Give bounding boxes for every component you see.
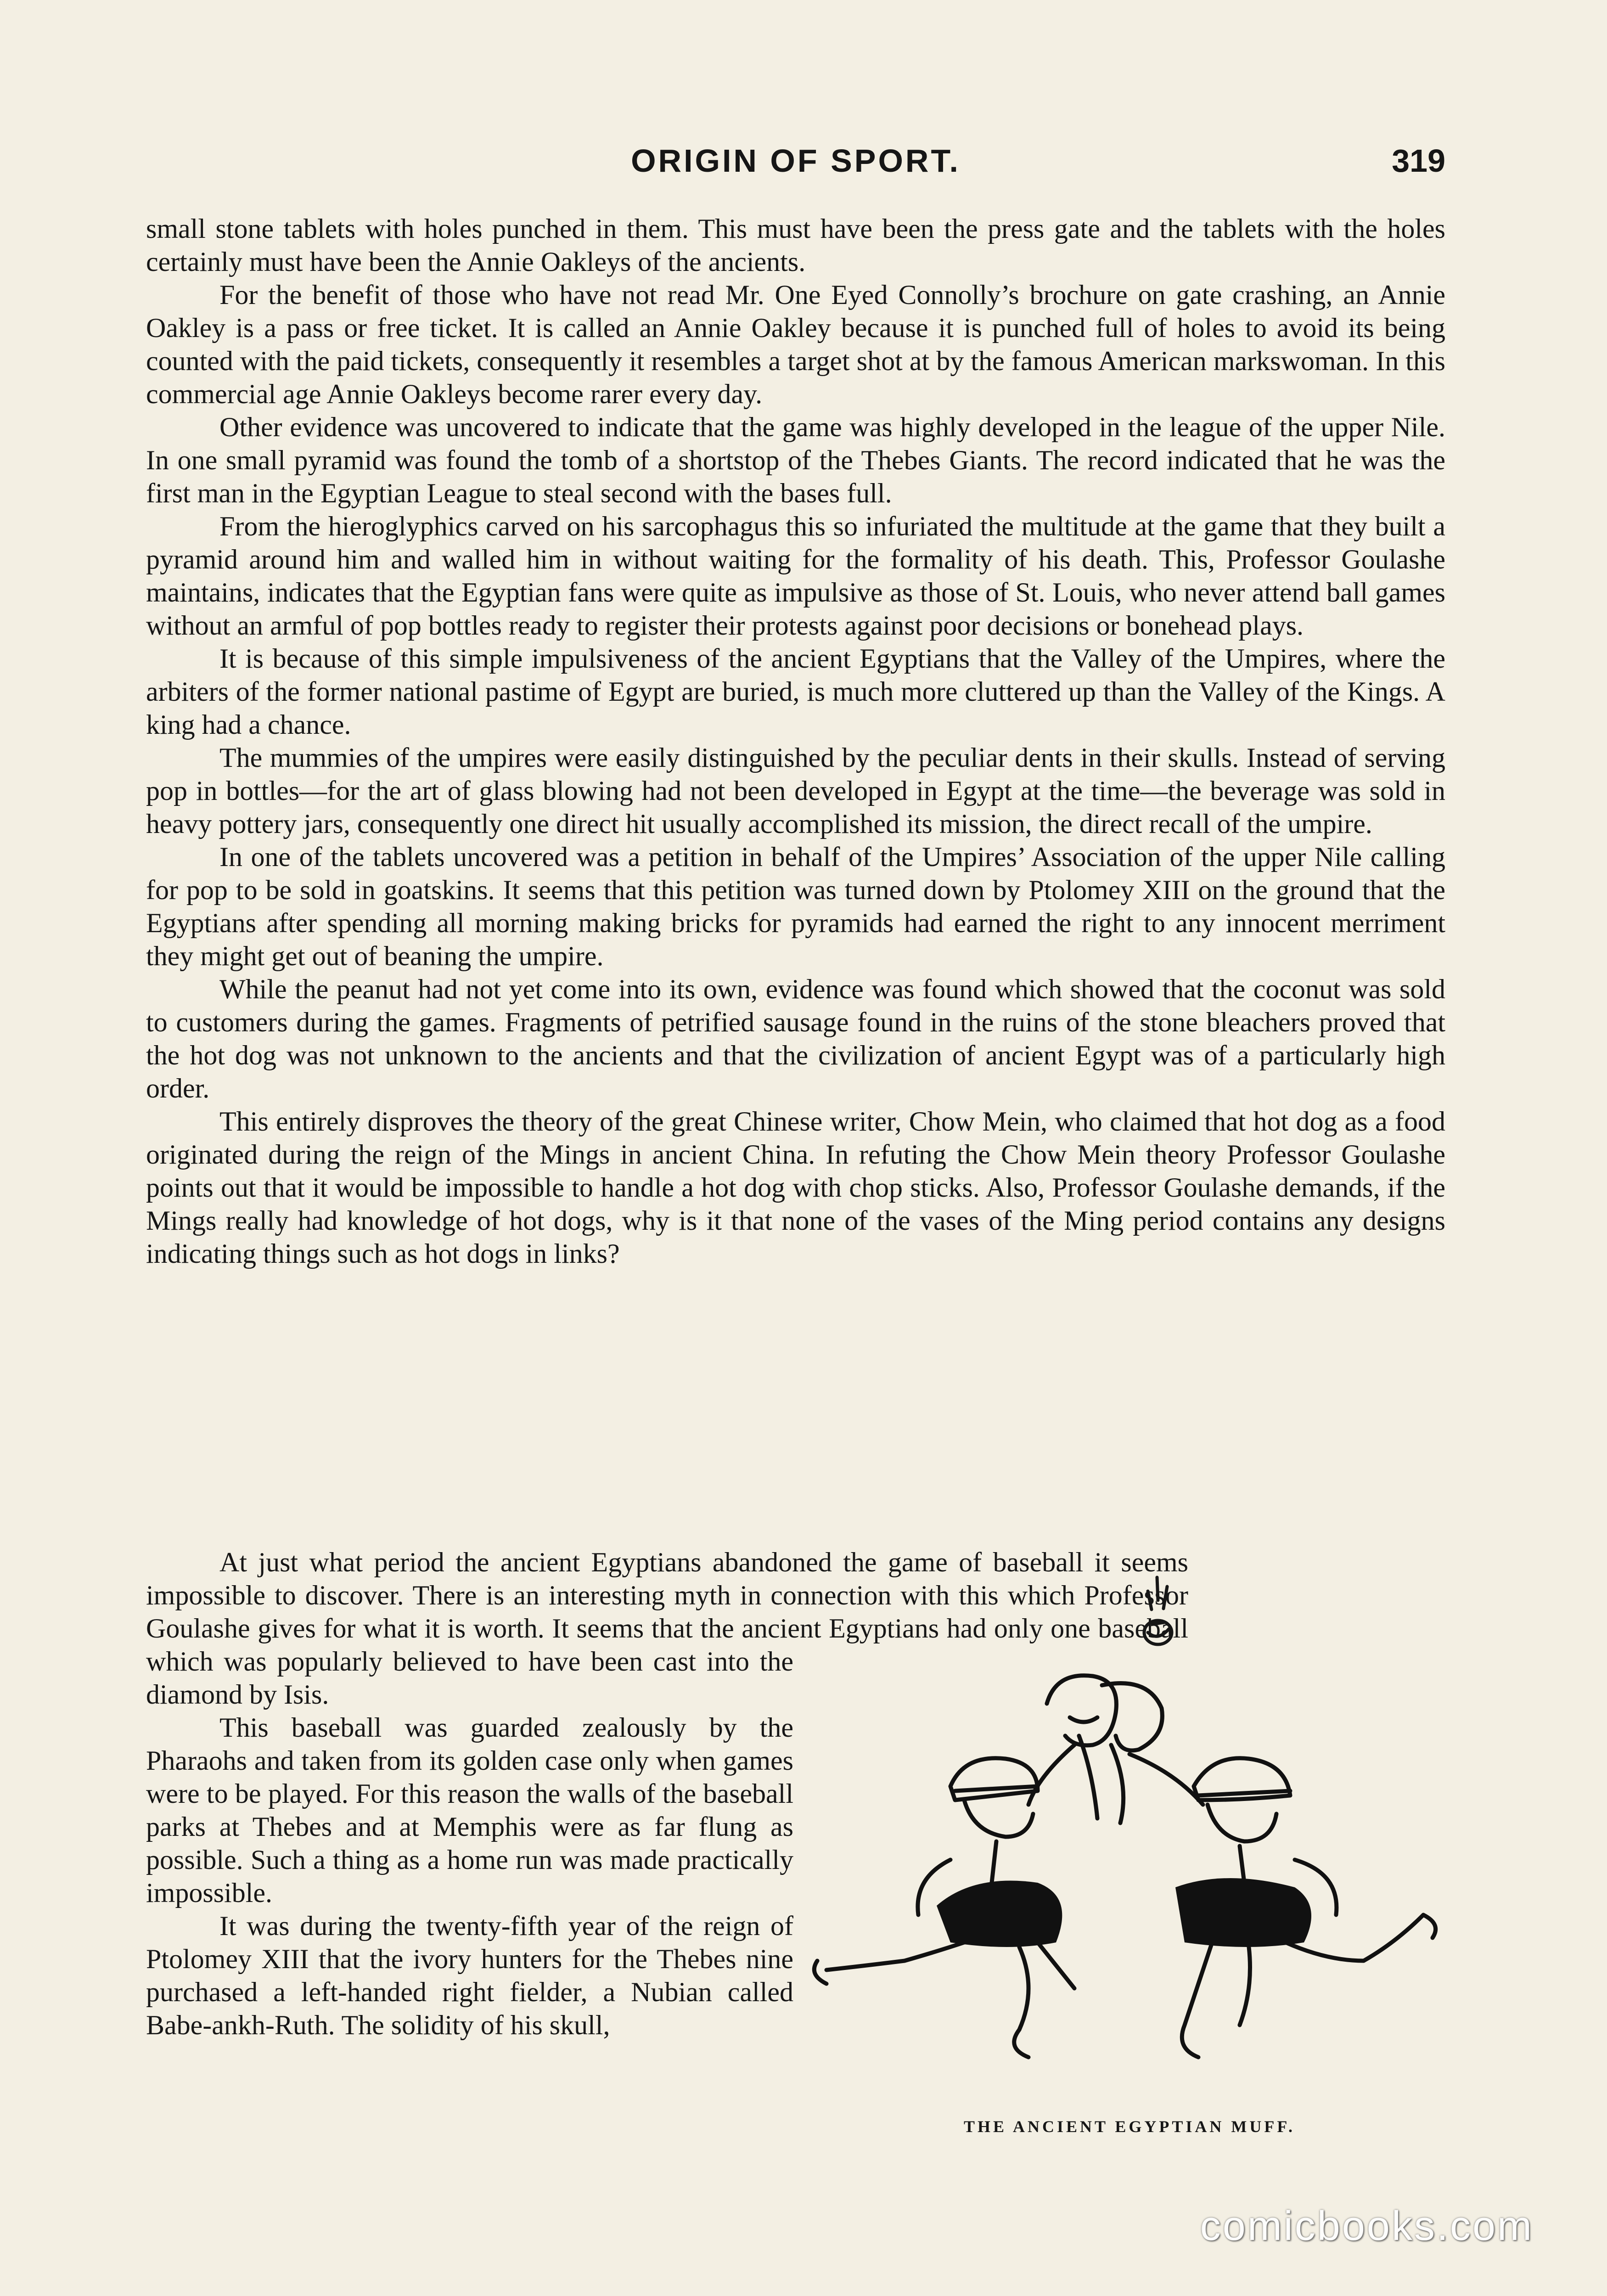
paragraph: This entirely disproves the theory of the great Chinese writer, Chow Mein, who claimed that hot dog as a food originated during the reign of the Mings in ancient China. In refuting the Chow Mein theory Professor Goulashe points out that it would be impossible to handle a hot dog with chop sticks. Also, Professor Goulashe demands, if the Mings really had knowledge of hot dogs, why is it that none of the vases of the Ming period contains any designs indicating things such as hot dogs in links? xyxy=(146,1106,1445,1269)
paragraph: From the hieroglyphics carved on his sarcophagus this so infuriated the multitude at the game that they built a pyramid around him and walled him in without waiting for the formality of his death. This, Professor Goulashe maintains, indicates that the Egyptian fans were quite as impulsive as those of St. Louis, who never attend ball games without an armful of pop bottles ready to register their protests against poor decisions or bonehead plays. xyxy=(146,511,1445,641)
small-figure xyxy=(1134,1573,1185,1655)
running-head: ORIGIN OF SPORT. xyxy=(631,143,961,179)
paragraph: Other evidence was uncovered to indicate that the game was highly developed in the league of the upper Nile. In one small pyramid was found the tomb of a shortstop of the Thebes Giants. The record indicated that he was the first man in the Egyptian League to steal second with the bases full. xyxy=(146,412,1445,508)
paragraph: This baseball was guarded zealously by the Pharaohs and taken from its golden case only when games were to be played. For this reason the walls of the baseball parks at Thebes and at Memphis were as far flung as possible. Such a thing as a home run was made practically impossible. xyxy=(146,1712,793,1908)
small-doodle-icon xyxy=(1134,1573,1185,1655)
paragraph: For the benefit of those who have not read Mr. One Eyed Connolly’s brochure on gate crashing, an Annie Oakley is a pass or free ticket. It is called an Annie Oakley because it is punched full of holes to avoid its being counted with the paid tickets, consequently it resembles a target shot at by the famous American markswoman. In this commercial age Annie Oakleys become rarer every day. xyxy=(146,280,1445,409)
page-number: 319 xyxy=(1392,143,1445,179)
paragraph: In one of the tablets uncovered was a petition in behalf of the Umpires’ Association of the upper Nile calling for pop to be sold in goatskins. It seems that this petition was turned down by Ptolomey XIII on the ground that the Egyptians after spending all morning making bricks for pyramids had earned the right to any innocent merriment they might get out of beaning the umpire. xyxy=(146,842,1445,971)
egyptian-players-illustration xyxy=(799,1667,1460,2080)
paragraph: It is because of this simple impulsiveness of the ancient Egyptians that the Valley of the Umpires, where the arbiters of the former national pastime of Egypt are buried, is much more cluttered up than the Valley of the Kings. A king had a chance. xyxy=(146,643,1445,740)
paragraph: At just what period the ancient Egyptians abandoned the game of baseball it seems impossible to discover. There is an interesting myth in connection with this which Professor Goulashe gives for what it is worth. It seems that the ancient Egyptians had only one baseball which was popularly believed to have been cast into the diamond by Isis. xyxy=(146,1547,1188,1710)
paragraph: The mummies of the umpires were easily distinguished by the peculiar dents in their skulls. Instead of serving pop in bottles—for the art of glass blowing had not been developed in Egypt at the time—the beverage was sold in heavy pottery jars, consequently one direct hit usually accomplished its mission, the direct recall of the umpire. xyxy=(146,743,1445,839)
watermark: comicbooks.com xyxy=(1200,2203,1534,2249)
article-body xyxy=(146,212,1445,1270)
small-figure-float xyxy=(1188,1546,1445,1646)
illustration xyxy=(799,1667,1460,2163)
figure-caption: THE ANCIENT EGYPTIAN MUFF. xyxy=(963,2117,1296,2136)
page-header xyxy=(146,138,1445,193)
paragraph: While the peanut had not yet come into its own, evidence was found which showed that the coconut was sold to customers during the games. Fragments of petrified sausage found in the ruins of the stone bleachers proved that the hot dog was not unknown to the ancients and that the civilization of ancient Egypt was of a particularly high order. xyxy=(146,974,1445,1103)
paragraph: small stone tablets with holes punched in them. This must have been the press gate and the tablets with the holes certainly must have been the Annie Oakleys of the ancients. xyxy=(146,214,1445,277)
paragraph: It was during the twenty-fifth year of the reign of Ptolomey XIII that the ivory hunters for the Thebes nine purchased a left-handed right fielder, a Nubian called Babe-ankh-Ruth. The solidity of his skull, xyxy=(146,1911,793,2040)
